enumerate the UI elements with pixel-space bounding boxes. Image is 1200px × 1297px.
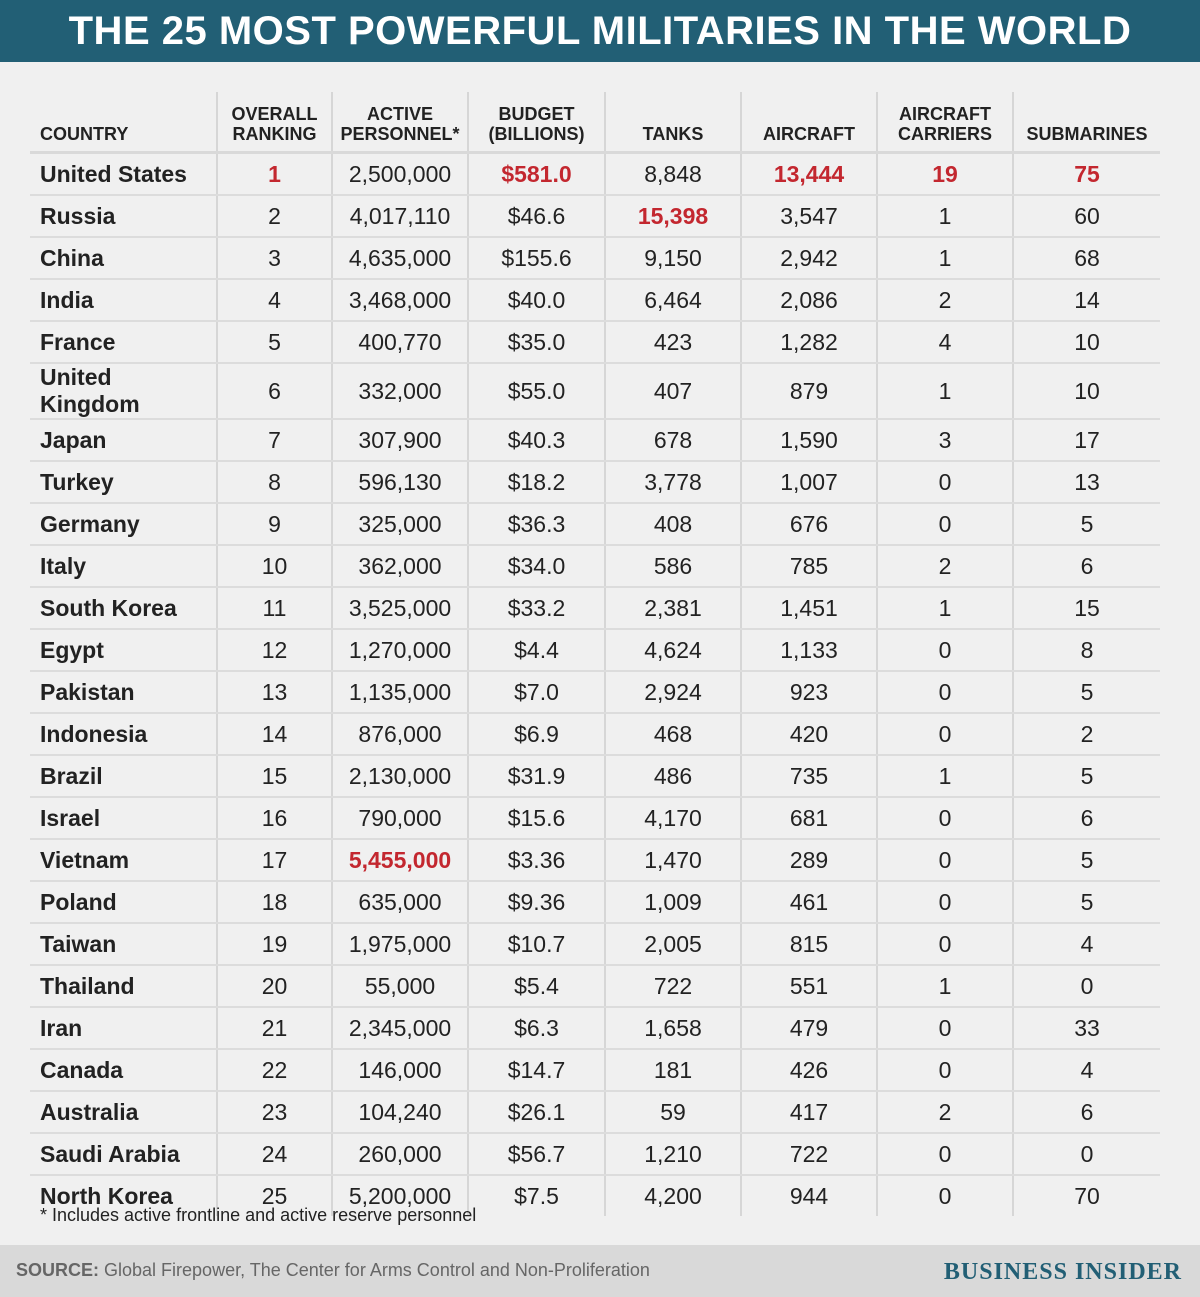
cell-rank: 22 [217,1049,332,1091]
header-carriers [877,92,1013,153]
page-title: THE 25 MOST POWERFUL MILITARIES IN THE WORLD [68,8,1132,53]
cell-budget: $18.2 [468,461,605,503]
table-row [30,965,1160,1007]
cell-personnel: 596,130 [332,461,468,503]
cell-tanks: 408 [605,503,741,545]
cell-personnel: 332,000 [332,363,468,419]
cell-carriers: 2 [877,1091,1013,1133]
table-row [30,797,1160,839]
table-row [30,587,1160,629]
cell-tanks: 4,624 [605,629,741,671]
cell-subs: 8 [1013,629,1160,671]
table-row [30,1007,1160,1049]
cell-country: Poland [30,881,217,923]
cell-rank: 2 [217,195,332,237]
cell-country: Canada [30,1049,217,1091]
cell-personnel: 2,500,000 [332,153,468,196]
cell-carriers: 1 [877,587,1013,629]
cell-tanks: 1,210 [605,1133,741,1175]
cell-aircraft: 879 [741,363,877,419]
cell-tanks: 2,005 [605,923,741,965]
table-header-row [30,92,1160,153]
cell-rank: 15 [217,755,332,797]
cell-carriers: 0 [877,671,1013,713]
cell-subs: 13 [1013,461,1160,503]
table-row [30,671,1160,713]
cell-country: Russia [30,195,217,237]
source-label: SOURCE: [16,1260,100,1280]
cell-country: South Korea [30,587,217,629]
table-row [30,923,1160,965]
cell-personnel: 876,000 [332,713,468,755]
cell-budget: $581.0 [468,153,605,196]
cell-carriers: 1 [877,195,1013,237]
cell-rank: 18 [217,881,332,923]
cell-tanks: 423 [605,321,741,363]
cell-subs: 17 [1013,419,1160,461]
cell-aircraft: 785 [741,545,877,587]
cell-carriers: 0 [877,629,1013,671]
cell-rank: 19 [217,923,332,965]
cell-carriers: 0 [877,1049,1013,1091]
cell-subs: 5 [1013,503,1160,545]
cell-carriers: 0 [877,503,1013,545]
table-row [30,419,1160,461]
cell-aircraft: 420 [741,713,877,755]
cell-budget: $40.3 [468,419,605,461]
cell-personnel: 55,000 [332,965,468,1007]
cell-tanks: 2,924 [605,671,741,713]
cell-carriers: 1 [877,965,1013,1007]
cell-aircraft: 1,451 [741,587,877,629]
cell-country: Saudi Arabia [30,1133,217,1175]
cell-personnel: 5,200,000 [332,1175,468,1216]
cell-aircraft: 815 [741,923,877,965]
cell-aircraft: 479 [741,1007,877,1049]
header-personnel-line1: ACTIVE [366,104,433,124]
cell-country: Taiwan [30,923,217,965]
cell-personnel: 260,000 [332,1133,468,1175]
table-row [30,1133,1160,1175]
cell-budget: $9.36 [468,881,605,923]
cell-budget: $6.3 [468,1007,605,1049]
cell-rank: 9 [217,503,332,545]
cell-subs: 10 [1013,321,1160,363]
cell-aircraft: 676 [741,503,877,545]
table-row [30,503,1160,545]
cell-carriers: 0 [877,1175,1013,1216]
table-row [30,461,1160,503]
cell-personnel: 104,240 [332,1091,468,1133]
cell-aircraft: 289 [741,839,877,881]
cell-carriers: 3 [877,419,1013,461]
cell-rank: 3 [217,237,332,279]
cell-carriers: 4 [877,321,1013,363]
cell-aircraft: 417 [741,1091,877,1133]
cell-carriers: 0 [877,713,1013,755]
cell-tanks: 4,170 [605,797,741,839]
cell-budget: $40.0 [468,279,605,321]
cell-rank: 21 [217,1007,332,1049]
footnote: * Includes active frontline and active reserve personnel [40,1205,477,1225]
cell-personnel: 325,000 [332,503,468,545]
title-bar [0,0,1200,62]
cell-subs: 5 [1013,755,1160,797]
cell-rank: 14 [217,713,332,755]
cell-subs: 6 [1013,1091,1160,1133]
cell-rank: 11 [217,587,332,629]
cell-tanks: 15,398 [605,195,741,237]
header-personnel-line2: PERSONNEL* [340,124,460,144]
cell-carriers: 0 [877,923,1013,965]
cell-subs: 33 [1013,1007,1160,1049]
cell-budget: $6.9 [468,713,605,755]
cell-budget: $10.7 [468,923,605,965]
cell-aircraft: 1,590 [741,419,877,461]
header-carriers-line1: AIRCRAFT [899,104,991,124]
cell-subs: 5 [1013,839,1160,881]
cell-aircraft: 722 [741,1133,877,1175]
cell-subs: 10 [1013,363,1160,419]
header-budget-line2: (BILLIONS) [488,124,585,144]
cell-budget: $3.36 [468,839,605,881]
cell-budget: $14.7 [468,1049,605,1091]
cell-subs: 0 [1013,965,1160,1007]
cell-subs: 75 [1013,153,1160,196]
table-row [30,279,1160,321]
cell-tanks: 4,200 [605,1175,741,1216]
header-tanks: TANKS [605,92,741,153]
cell-subs: 60 [1013,195,1160,237]
cell-subs: 68 [1013,237,1160,279]
cell-personnel: 362,000 [332,545,468,587]
cell-country: Egypt [30,629,217,671]
cell-country: Brazil [30,755,217,797]
cell-personnel: 5,455,000 [332,839,468,881]
cell-subs: 5 [1013,671,1160,713]
cell-carriers: 1 [877,755,1013,797]
cell-tanks: 2,381 [605,587,741,629]
cell-tanks: 9,150 [605,237,741,279]
cell-carriers: 19 [877,153,1013,196]
cell-rank: 6 [217,363,332,419]
table-row [30,321,1160,363]
table-row [30,713,1160,755]
cell-aircraft: 681 [741,797,877,839]
cell-subs: 14 [1013,279,1160,321]
cell-budget: $55.0 [468,363,605,419]
cell-personnel: 3,525,000 [332,587,468,629]
cell-country: Japan [30,419,217,461]
cell-country: United States [30,153,217,196]
cell-subs: 5 [1013,881,1160,923]
cell-country: Vietnam [30,839,217,881]
cell-tanks: 678 [605,419,741,461]
cell-tanks: 3,778 [605,461,741,503]
table-row [30,363,1160,419]
cell-subs: 0 [1013,1133,1160,1175]
cell-country: China [30,237,217,279]
cell-tanks: 1,470 [605,839,741,881]
cell-tanks: 59 [605,1091,741,1133]
cell-tanks: 468 [605,713,741,755]
cell-country: Pakistan [30,671,217,713]
cell-aircraft: 1,007 [741,461,877,503]
cell-carriers: 0 [877,1133,1013,1175]
cell-rank: 7 [217,419,332,461]
table-row [30,881,1160,923]
cell-tanks: 486 [605,755,741,797]
header-budget-line1: BUDGET [498,104,575,124]
cell-subs: 4 [1013,1049,1160,1091]
military-table-container [30,92,1160,1216]
cell-country: Indonesia [30,713,217,755]
source-text [16,1260,650,1281]
cell-country: Germany [30,503,217,545]
header-personnel [332,92,468,153]
cell-tanks: 1,009 [605,881,741,923]
cell-personnel: 146,000 [332,1049,468,1091]
cell-subs: 4 [1013,923,1160,965]
cell-budget: $26.1 [468,1091,605,1133]
cell-budget: $56.7 [468,1133,605,1175]
cell-personnel: 1,135,000 [332,671,468,713]
cell-rank: 4 [217,279,332,321]
table-row [30,153,1160,196]
cell-country: United Kingdom [30,363,217,419]
header-aircraft: AIRCRAFT [741,92,877,153]
cell-carriers: 2 [877,279,1013,321]
cell-carriers: 0 [877,797,1013,839]
cell-carriers: 1 [877,363,1013,419]
cell-carriers: 0 [877,881,1013,923]
cell-rank: 10 [217,545,332,587]
cell-budget: $36.3 [468,503,605,545]
cell-carriers: 1 [877,237,1013,279]
cell-country: Iran [30,1007,217,1049]
cell-rank: 8 [217,461,332,503]
cell-tanks: 8,848 [605,153,741,196]
cell-tanks: 722 [605,965,741,1007]
cell-country: Thailand [30,965,217,1007]
cell-aircraft: 551 [741,965,877,1007]
header-ranking-line1: OVERALL [231,104,318,124]
cell-budget: $155.6 [468,237,605,279]
cell-country: Australia [30,1091,217,1133]
table-row [30,839,1160,881]
cell-aircraft: 13,444 [741,153,877,196]
cell-rank: 24 [217,1133,332,1175]
cell-personnel: 2,130,000 [332,755,468,797]
cell-aircraft: 426 [741,1049,877,1091]
table-row [30,1049,1160,1091]
cell-carriers: 0 [877,839,1013,881]
cell-personnel: 4,635,000 [332,237,468,279]
cell-aircraft: 1,282 [741,321,877,363]
cell-aircraft: 1,133 [741,629,877,671]
cell-budget: $15.6 [468,797,605,839]
cell-personnel: 2,345,000 [332,1007,468,1049]
cell-aircraft: 2,942 [741,237,877,279]
cell-aircraft: 735 [741,755,877,797]
cell-subs: 15 [1013,587,1160,629]
cell-rank: 17 [217,839,332,881]
header-ranking-line2: RANKING [232,124,317,144]
cell-tanks: 1,658 [605,1007,741,1049]
cell-carriers: 2 [877,545,1013,587]
cell-tanks: 407 [605,363,741,419]
source-bar [0,1245,1200,1297]
cell-subs: 2 [1013,713,1160,755]
cell-budget: $5.4 [468,965,605,1007]
cell-subs: 6 [1013,545,1160,587]
cell-rank: 20 [217,965,332,1007]
cell-country: Israel [30,797,217,839]
cell-rank: 12 [217,629,332,671]
cell-tanks: 181 [605,1049,741,1091]
cell-country: Turkey [30,461,217,503]
cell-country: France [30,321,217,363]
header-budget [468,92,605,153]
table-row [30,195,1160,237]
brand-logo: BUSINESS INSIDER [943,1259,1182,1285]
cell-budget: $7.5 [468,1175,605,1216]
cell-personnel: 635,000 [332,881,468,923]
cell-budget: $31.9 [468,755,605,797]
cell-personnel: 400,770 [332,321,468,363]
cell-aircraft: 944 [741,1175,877,1216]
cell-aircraft: 3,547 [741,195,877,237]
header-ranking [217,92,332,153]
table-row [30,1091,1160,1133]
cell-personnel: 307,900 [332,419,468,461]
cell-carriers: 0 [877,1007,1013,1049]
military-table [30,92,1160,1216]
cell-rank: 1 [217,153,332,196]
cell-carriers: 0 [877,461,1013,503]
cell-budget: $35.0 [468,321,605,363]
cell-aircraft: 2,086 [741,279,877,321]
cell-subs: 6 [1013,797,1160,839]
table-row [30,755,1160,797]
cell-subs: 70 [1013,1175,1160,1216]
cell-budget: $46.6 [468,195,605,237]
cell-country: Italy [30,545,217,587]
cell-budget: $7.0 [468,671,605,713]
cell-rank: 5 [217,321,332,363]
cell-personnel: 1,975,000 [332,923,468,965]
cell-rank: 25 [217,1175,332,1216]
cell-personnel: 790,000 [332,797,468,839]
table-row [30,629,1160,671]
cell-country: North Korea [40,1182,173,1209]
cell-rank: 13 [217,671,332,713]
header-country: COUNTRY [30,92,217,153]
cell-personnel: 3,468,000 [332,279,468,321]
header-carriers-line2: CARRIERS [897,124,992,144]
cell-rank: 16 [217,797,332,839]
cell-aircraft: 461 [741,881,877,923]
table-row [30,545,1160,587]
source-value: Global Firepower, The Center for Arms Control and Non-Proliferation [99,1260,650,1280]
cell-aircraft: 923 [741,671,877,713]
cell-personnel: 1,270,000 [332,629,468,671]
cell-country: India [30,279,217,321]
cell-personnel: 4,017,110 [332,195,468,237]
cell-tanks: 586 [605,545,741,587]
table-body [30,153,1160,1217]
cell-budget: $33.2 [468,587,605,629]
cell-rank: 23 [217,1091,332,1133]
table-row [30,237,1160,279]
cell-budget: $4.4 [468,629,605,671]
cell-budget: $34.0 [468,545,605,587]
cell-tanks: 6,464 [605,279,741,321]
header-submarines: SUBMARINES [1013,92,1160,153]
